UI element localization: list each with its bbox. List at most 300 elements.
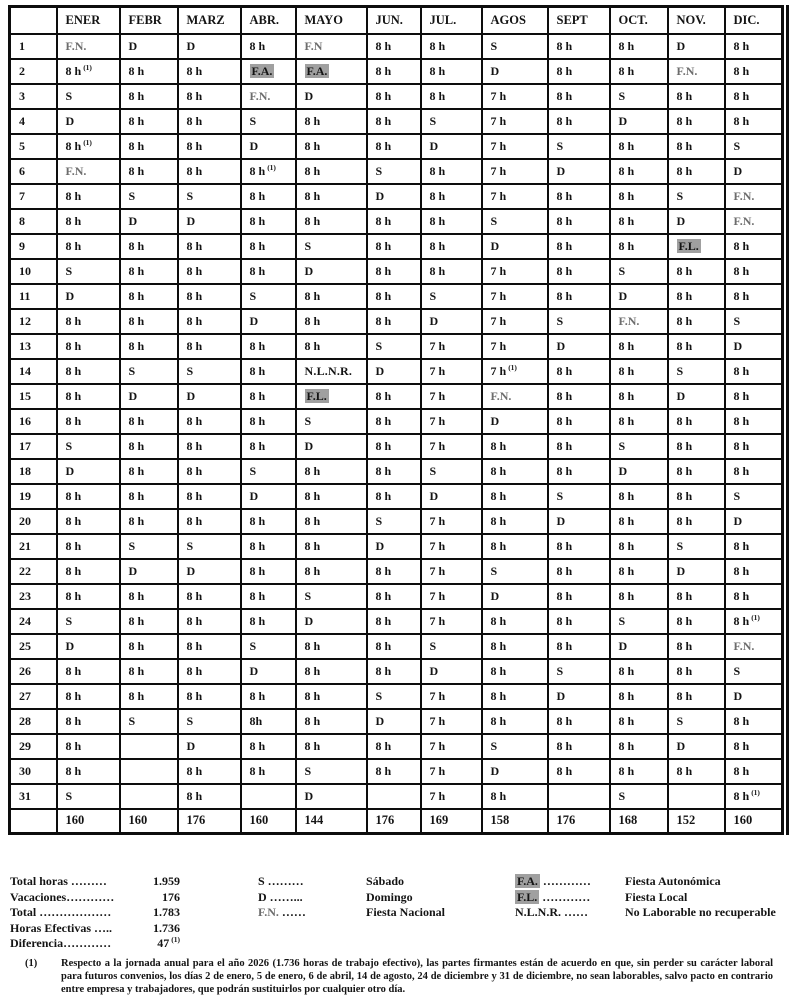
- month-header: JUL.: [421, 7, 482, 34]
- calendar-cell: 8 h: [120, 59, 178, 84]
- calendar-cell: 7 h: [421, 559, 482, 584]
- calendar-cell: [668, 234, 725, 259]
- gray-holiday-code: F.N.: [258, 905, 279, 919]
- calendar-cell: 8 h: [482, 459, 548, 484]
- calendar-cell: S: [482, 34, 548, 59]
- calendar-cell: S: [178, 184, 241, 209]
- calendar-cell: S: [668, 184, 725, 209]
- day-number: 25: [10, 634, 57, 659]
- day-number: 22: [10, 559, 57, 584]
- calendar-cell: S: [668, 709, 725, 734]
- calendar-cell: 8 h: [610, 734, 668, 759]
- calendar-cell: 8 h: [548, 634, 610, 659]
- calendar-cell: 8 h: [482, 509, 548, 534]
- day-row: [10, 559, 783, 584]
- calendar-cell: 8 h: [241, 434, 296, 459]
- calendar-cell: 8 h: [296, 634, 367, 659]
- month-header: MARZ: [178, 7, 241, 34]
- calendar-cell: 8 h: [120, 159, 178, 184]
- calendar-cell: D: [725, 509, 783, 534]
- calendar-cell: 8 h: [120, 84, 178, 109]
- monthly-total: 158: [482, 809, 548, 834]
- day-number: 28: [10, 709, 57, 734]
- calendar-cell: D: [725, 159, 783, 184]
- day-number: 14: [10, 359, 57, 384]
- calendar-cell: 8 h: [367, 84, 421, 109]
- summary-label: Vacaciones…………: [10, 889, 115, 904]
- calendar-cell: D: [421, 309, 482, 334]
- calendar-cell: 8 h: [548, 109, 610, 134]
- calendar-cell: 7 h: [421, 734, 482, 759]
- calendar-cell: S: [178, 709, 241, 734]
- calendar-cell: 8 h: [610, 584, 668, 609]
- totals-blank-cell: [10, 809, 57, 834]
- calendar-cell: S: [120, 709, 178, 734]
- calendar-cell: 8 h: [668, 309, 725, 334]
- calendar-cell: D: [57, 459, 120, 484]
- calendar-cell: 8 h: [241, 334, 296, 359]
- calendar-cell: S: [120, 359, 178, 384]
- calendar-cell: S: [610, 609, 668, 634]
- calendar-cell: 7 h: [482, 109, 548, 134]
- monthly-total: 160: [241, 809, 296, 834]
- highlighted-holiday-code: F.L.: [306, 388, 327, 403]
- calendar-cell: 8 h: [610, 534, 668, 559]
- calendar-cell: 8 h: [241, 759, 296, 784]
- calendar-cell: 8 h: [367, 409, 421, 434]
- footnote-ref: (1): [83, 62, 92, 72]
- calendar-cell: D: [548, 509, 610, 534]
- calendar-cell: D: [725, 334, 783, 359]
- calendar-cell: D: [367, 184, 421, 209]
- calendar-cell: S: [241, 459, 296, 484]
- legend-line: [515, 890, 785, 906]
- calendar-cell: 8 h: [610, 209, 668, 234]
- day-row: [10, 159, 783, 184]
- legend-meaning: Sábado: [366, 874, 405, 888]
- legend-line: [258, 890, 508, 906]
- day-number: 24: [10, 609, 57, 634]
- calendar-cell: 8 h: [296, 559, 367, 584]
- day-row: [10, 734, 783, 759]
- calendar-cell: 7 h: [421, 784, 482, 809]
- calendar-cell: 8 h: [120, 634, 178, 659]
- day-row: [10, 309, 783, 334]
- calendar-cell: 8 h: [725, 284, 783, 309]
- calendar-cell: 8 h: [178, 309, 241, 334]
- calendar-cell: 8 h: [668, 509, 725, 534]
- day-number: 21: [10, 534, 57, 559]
- calendar-table-wrap: [8, 5, 789, 835]
- month-header: NOV.: [668, 7, 725, 34]
- footnote-ref: (1): [267, 162, 276, 172]
- calendar-cell: 8 h: [367, 584, 421, 609]
- summary-value: 1.959: [153, 874, 180, 888]
- day-row: [10, 634, 783, 659]
- calendar-cell: D: [668, 34, 725, 59]
- calendar-cell: 8 h: [548, 84, 610, 109]
- calendar-cell: 8 h: [178, 684, 241, 709]
- legend-meaning: Fiesta Autonómica: [625, 874, 721, 888]
- legend-abbr: F.A. …………: [517, 874, 591, 888]
- highlighted-holiday-code: F.A.: [517, 874, 538, 888]
- calendar-cell: D: [482, 234, 548, 259]
- calendar-cell: 8 h: [120, 309, 178, 334]
- calendar-cell: 8 h: [120, 334, 178, 359]
- calendar-cell: 8 h: [548, 234, 610, 259]
- monthly-total: 160: [120, 809, 178, 834]
- calendar-cell: 8 h: [296, 484, 367, 509]
- calendar-cell: 8 h: [548, 609, 610, 634]
- calendar-cell: 8 h: [367, 59, 421, 84]
- calendar-cell: 7 h: [421, 709, 482, 734]
- calendar-cell: 8 h: [367, 609, 421, 634]
- month-header: ABR.: [241, 7, 296, 34]
- calendar-cell: 8 h: [296, 734, 367, 759]
- calendar-cell: 8 h: [668, 259, 725, 284]
- calendar-cell: 8 h: [367, 759, 421, 784]
- calendar-cell: D: [178, 34, 241, 59]
- calendar-cell: 8 h: [120, 659, 178, 684]
- calendar-cell: 8 h: [120, 434, 178, 459]
- day-number: 8: [10, 209, 57, 234]
- calendar-cell: 8 h: [610, 34, 668, 59]
- day-number: 26: [10, 659, 57, 684]
- calendar-cell: 7 h: [482, 309, 548, 334]
- calendar-cell: 8 h: [57, 234, 120, 259]
- day-number: 23: [10, 584, 57, 609]
- day-number: 29: [10, 734, 57, 759]
- day-row: [10, 284, 783, 309]
- monthly-total: 144: [296, 809, 367, 834]
- calendar-cell: F.N.: [57, 159, 120, 184]
- summary-label: Total ………………: [10, 905, 112, 919]
- calendar-cell: 7 h: [421, 684, 482, 709]
- calendar-cell: 8 h: [241, 184, 296, 209]
- calendar-cell: F.N.: [725, 184, 783, 209]
- calendar-cell: D: [296, 259, 367, 284]
- calendar-cell: 7 h: [421, 609, 482, 634]
- calendar-cell: 8 h: [241, 559, 296, 584]
- calendar-cell: 8 h: [120, 409, 178, 434]
- calendar-cell: 8 h: [296, 159, 367, 184]
- calendar-cell: 8 h: [367, 234, 421, 259]
- calendar-cell: S: [610, 84, 668, 109]
- calendar-cell: 8 h: [668, 484, 725, 509]
- calendar-cell: 8 h: [120, 234, 178, 259]
- calendar-cell: 7 h: [482, 159, 548, 184]
- calendar-cell: 8 h: [241, 509, 296, 534]
- calendar-cell: 8 h: [668, 609, 725, 634]
- calendar-cell: 8 h: [668, 109, 725, 134]
- calendar-cell: D: [610, 634, 668, 659]
- calendar-cell: 8 h: [610, 384, 668, 409]
- calendar-cell: D: [57, 284, 120, 309]
- calendar-cell: 8 h: [367, 109, 421, 134]
- calendar-cell: D: [668, 559, 725, 584]
- calendar-cell: 8 h: [241, 234, 296, 259]
- calendar-cell: 8 h: [178, 84, 241, 109]
- monthly-total: 169: [421, 809, 482, 834]
- day-number: 17: [10, 434, 57, 459]
- day-number: 15: [10, 384, 57, 409]
- calendar-cell: S: [610, 784, 668, 809]
- calendar-cell: D: [296, 784, 367, 809]
- calendar-cell: D: [482, 409, 548, 434]
- calendar-cell: 8 h: [296, 209, 367, 234]
- calendar-cell: 8 h: [725, 709, 783, 734]
- calendar-cell: 8 h: [548, 584, 610, 609]
- calendar-cell: 8 h: [178, 509, 241, 534]
- calendar-cell: 8 h: [725, 734, 783, 759]
- month-header: OCT.: [610, 7, 668, 34]
- calendar-cell: 8 h: [241, 259, 296, 284]
- calendar-cell: S: [241, 109, 296, 134]
- calendar-cell: 8 h: [57, 359, 120, 384]
- calendar-cell: S: [296, 409, 367, 434]
- summary-value: 1.783: [153, 905, 180, 919]
- calendar-cell: D: [421, 484, 482, 509]
- calendar-cell: 8 h: [241, 209, 296, 234]
- highlighted-holiday-code: F.A.: [306, 63, 328, 78]
- calendar-cell: 8 h: [610, 159, 668, 184]
- calendar-cell: 8 h: [548, 384, 610, 409]
- day-number: 12: [10, 309, 57, 334]
- calendar-cell: 8 h: [57, 559, 120, 584]
- footnote-ref: (1): [751, 787, 760, 797]
- calendar-cell: 8 h: [178, 784, 241, 809]
- calendar-cell: D: [296, 434, 367, 459]
- calendar-cell: 8 h: [367, 134, 421, 159]
- calendar-cell: 8 h: [178, 134, 241, 159]
- monthly-totals-row: [10, 809, 783, 834]
- calendar-cell: D: [610, 109, 668, 134]
- day-number: 19: [10, 484, 57, 509]
- calendar-cell: F.N.: [610, 309, 668, 334]
- calendar-cell: 8 h: [241, 359, 296, 384]
- calendar-cell: 8 h: [610, 59, 668, 84]
- calendar-cell: D: [57, 634, 120, 659]
- calendar-cell: 8 h: [548, 459, 610, 484]
- month-header: MAYO: [296, 7, 367, 34]
- calendar-cell: 8 h: [668, 284, 725, 309]
- calendar-cell: D: [178, 734, 241, 759]
- day-row: [10, 134, 783, 159]
- calendar-cell: 8 h: [610, 484, 668, 509]
- calendar-cell: 8 h: [610, 709, 668, 734]
- legend-meaning: Domingo: [366, 889, 413, 904]
- calendar-cell: 8 h: [296, 334, 367, 359]
- legend-abbr: S ………: [258, 874, 304, 888]
- day-row: [10, 109, 783, 134]
- calendar-cell: 8 h: [57, 184, 120, 209]
- calendar-cell: 8 h: [548, 734, 610, 759]
- day-number: 4: [10, 109, 57, 134]
- calendar-cell: 8 h: [482, 534, 548, 559]
- day-row: [10, 59, 783, 84]
- calendar-cell: 8 h: [367, 659, 421, 684]
- calendar-cell: 8 h: [725, 259, 783, 284]
- calendar-cell: 8 h: [725, 84, 783, 109]
- calendar-cell: D: [548, 684, 610, 709]
- calendar-cell: 8 h: [57, 334, 120, 359]
- day-row: [10, 684, 783, 709]
- calendar-cell: 8 h: [610, 684, 668, 709]
- calendar-cell: 8 h: [725, 234, 783, 259]
- calendar-cell: 8 h: [482, 684, 548, 709]
- calendar-cell: S: [241, 634, 296, 659]
- calendar-cell: 7 h: [482, 84, 548, 109]
- calendar-cell: S: [367, 509, 421, 534]
- calendar-cell: F.N.: [241, 84, 296, 109]
- calendar-cell: 8 h: [421, 184, 482, 209]
- calendar-cell: 8 h: [57, 734, 120, 759]
- calendar-cell: D: [668, 384, 725, 409]
- day-row: [10, 584, 783, 609]
- calendar-cell: 8 h: [178, 334, 241, 359]
- day-row: [10, 234, 783, 259]
- calendar-cell: 8 h: [610, 659, 668, 684]
- calendar-cell: 8 h: [367, 209, 421, 234]
- calendar-cell: S: [367, 334, 421, 359]
- calendar-cell: 8 h: [57, 309, 120, 334]
- calendar-cell: 8 h: [421, 259, 482, 284]
- highlighted-holiday-code: F.L.: [678, 238, 699, 253]
- calendar-cell: D: [725, 684, 783, 709]
- calendar-cell: S: [57, 609, 120, 634]
- calendar-cell: [548, 784, 610, 809]
- calendar-cell: S: [241, 284, 296, 309]
- calendar-cell: 7 h: [421, 509, 482, 534]
- day-number: 5: [10, 134, 57, 159]
- calendar-cell: 8 h: [178, 234, 241, 259]
- calendar-cell: 8 h: [178, 259, 241, 284]
- calendar-cell: 8 h: [241, 609, 296, 634]
- legend-line: [515, 905, 785, 921]
- monthly-total: 160: [57, 809, 120, 834]
- calendar-cell: 8 h: [482, 434, 548, 459]
- calendar-cell: 8 h: [668, 84, 725, 109]
- day-row: [10, 459, 783, 484]
- calendar-cell: 8 h $^{(1)}$: [57, 59, 120, 84]
- calendar-cell: 8 h: [367, 309, 421, 334]
- calendar-cell: S: [668, 359, 725, 384]
- calendar-cell: 8 h: [610, 359, 668, 384]
- hours-summary: [10, 874, 180, 952]
- calendar-cell: S: [57, 784, 120, 809]
- calendar-cell: 8 h: [120, 134, 178, 159]
- calendar-cell: [120, 734, 178, 759]
- calendar-cell: 8 h: [548, 559, 610, 584]
- calendar-cell: 8 h: [548, 209, 610, 234]
- calendar-cell: [241, 784, 296, 809]
- summary-line: [10, 890, 180, 906]
- footnote-ref: (1): [751, 612, 760, 622]
- summary-value: 47 $^{(1)}$: [157, 935, 180, 950]
- calendar-cell: 8 h: [725, 59, 783, 84]
- calendar-cell: 8 h: [548, 34, 610, 59]
- day-number: 27: [10, 684, 57, 709]
- calendar-cell: F.N.: [725, 634, 783, 659]
- calendar-cell: D: [610, 284, 668, 309]
- day-number: 20: [10, 509, 57, 534]
- calendar-cell: F.N.: [725, 209, 783, 234]
- calendar-cell: S: [482, 209, 548, 234]
- calendar-cell: 8 h: [548, 534, 610, 559]
- day-row: [10, 34, 783, 59]
- legend-abbr: F.L. …………: [517, 889, 591, 904]
- calendar-cell: D: [367, 709, 421, 734]
- calendar-cell: 7 h: [421, 434, 482, 459]
- calendar-cell: 8 h: [668, 684, 725, 709]
- calendar-cell: D: [668, 209, 725, 234]
- calendar-cell: 8 h: [57, 759, 120, 784]
- day-row: [10, 84, 783, 109]
- calendar-cell: D: [120, 34, 178, 59]
- calendar-cell: 8 h: [57, 709, 120, 734]
- calendar-cell: 8 h: [725, 434, 783, 459]
- summary-label: Horas Efectivas …..: [10, 920, 112, 935]
- calendar-cell: D: [548, 334, 610, 359]
- calendar-cell: 8 h: [178, 659, 241, 684]
- calendar-cell: S: [367, 159, 421, 184]
- calendar-cell: [296, 384, 367, 409]
- summary-label: Total horas ………: [10, 874, 107, 888]
- calendar-cell: 7 h: [482, 334, 548, 359]
- footnote-ref: (1): [508, 362, 517, 372]
- calendar-cell: D: [610, 459, 668, 484]
- calendar-cell: D: [482, 759, 548, 784]
- calendar-cell: 8 h: [548, 709, 610, 734]
- calendar-cell: S: [668, 534, 725, 559]
- calendar-cell: D: [421, 134, 482, 159]
- summary-value: 176: [162, 889, 180, 904]
- day-number: 30: [10, 759, 57, 784]
- calendar-cell: 8 h: [725, 384, 783, 409]
- calendar-cell: 8 h: [548, 59, 610, 84]
- calendar-cell: 8 h: [57, 209, 120, 234]
- calendar-cell: 8 h: [367, 459, 421, 484]
- calendar-cell: 8 h: [668, 134, 725, 159]
- calendar-cell: 8 h: [296, 534, 367, 559]
- calendar-cell: 8 h: [668, 159, 725, 184]
- calendar-cell: 8 h: [120, 584, 178, 609]
- calendar-cell: 8 h: [668, 334, 725, 359]
- calendar-cell: D: [178, 209, 241, 234]
- calendar-cell: 8 h: [296, 109, 367, 134]
- calendar-cell: 8 h: [178, 109, 241, 134]
- calendar-cell: 8 h: [610, 559, 668, 584]
- calendar-cell: S: [725, 309, 783, 334]
- day-row: [10, 609, 783, 634]
- calendar-cell: [241, 59, 296, 84]
- calendar-cell: S: [548, 484, 610, 509]
- calendar-cell: S: [178, 534, 241, 559]
- day-row: [10, 659, 783, 684]
- calendar-cell: 8 h: [725, 459, 783, 484]
- calendar-cell: 8 h: [296, 684, 367, 709]
- footnote-text: Respecto a la jornada anual para el año 2026 (1.736 horas de trabajo efectivo), las partes firmantes están de acuerdo en que, sin perder su carácter laboral para futuros convenios, los días 2 de enero, 5 de enero, 6 de abril, 14 de agosto, 24 de diciembre y 31 de diciembre, no sean laborables, salvo pacto en contrario entre empresa y trabajadores, que podrán sustituirlos por cualquier otro día.: [61, 958, 773, 995]
- calendar-cell: D: [296, 609, 367, 634]
- calendar-cell: 8 h: [241, 34, 296, 59]
- calendar-cell: 8 h: [610, 134, 668, 159]
- summary-line: [10, 905, 180, 921]
- summary-label: Diferencia…………: [10, 936, 112, 950]
- day-row: [10, 509, 783, 534]
- highlighted-holiday-code: F.L.: [517, 889, 538, 904]
- summary-line: [10, 874, 180, 890]
- calendar-cell: 8 h: [120, 109, 178, 134]
